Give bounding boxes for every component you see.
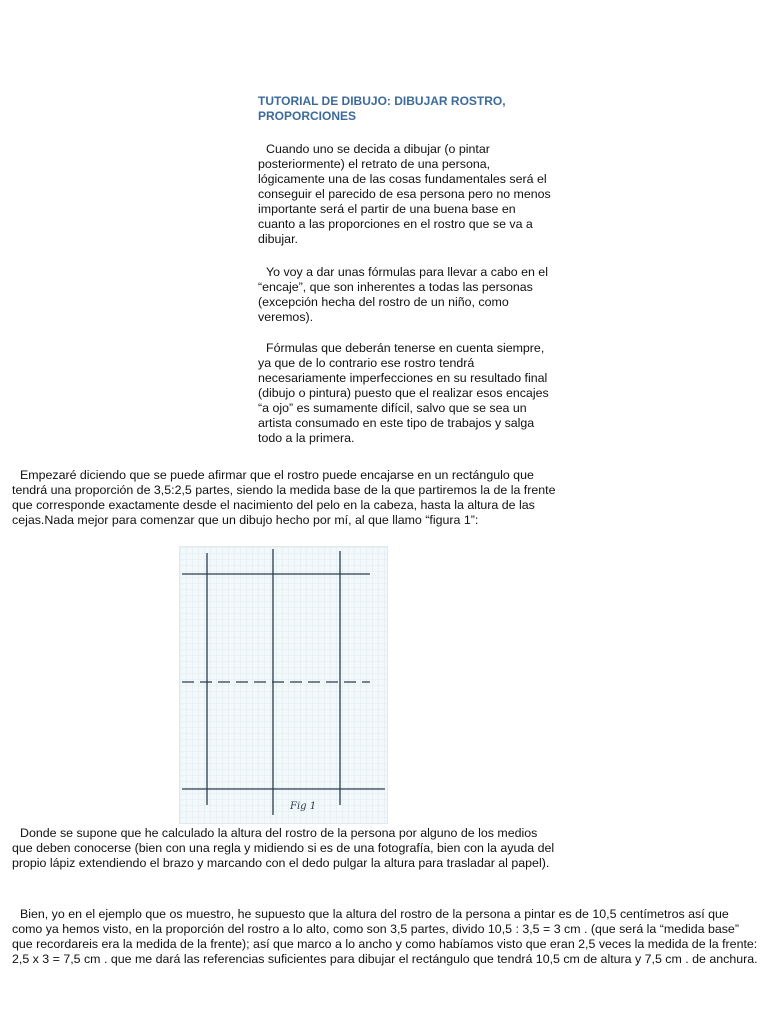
figure-1-image	[179, 546, 388, 824]
paragraph-example: Bien, yo en el ejemplo que os muestro, he supuesto que la altura del rostro de la persona a pintar es de 10,5 centímetros así que como ya hemos visto, en la proporción del rostro a lo alto, como son 3,5 partes, divido 10,5 : 3,5 = 3 cm . (que será la “medida base” que recordareis era la medida de la frente); así que marco a lo ancho y como habíamos visto que eran 2,5 veces la medida de la frente: 2,5 x 3 = 7,5 cm . que me dará las referencias suficientes para dibujar el rectángulo que tendrá 10,5 cm de altura y 7,5 cm . de anchura.	[12, 907, 758, 966]
paragraph-rectangle: Empezaré diciendo que se puede afirmar que el rostro puede encajarse en un rectángulo que tendrá una proporción de 3,5:2,5 partes, siendo la medida base de la que partiremos la de la frente que corresponde exactamente desde el nacimiento del pelo en la cabeza, hasta la altura de las cejas.Nada mejor para comenzar que un dibujo hecho por mí, al que llamo “figura 1”:	[12, 468, 556, 527]
paragraph-height-calculation: Donde se supone que he calculado la altura del rostro de la persona por alguno de los medios que deben conocerse (bien con una regla y midiendo si es de una fotografía, bien con la ayuda del propio lápiz extendiendo el brazo y marcando con el dedo pulgar la altura para trasladar al papel).	[12, 826, 555, 870]
paragraph-formulas: Yo voy a dar unas fórmulas para llevar a cabo en el “encaje”, que son inherentes a todas las personas (excepción hecha del rostro de un niño, como veremos).	[258, 265, 548, 324]
figure-caption: Fig 1	[290, 801, 317, 812]
paragraph-formulas-cont: Fórmulas que deberán tenerse en cuenta siempre, ya que de lo contrario ese rostro tendrá necesariamente imperfecciones en su resultado final (dibujo o pintura) puesto que el realizar esos encajes “a ojo” es sumamente difícil, salvo que se sea un artista consumado en este tipo de trabajos y salga todo a la primera.	[258, 341, 549, 445]
paragraph-intro: Cuando uno se decida a dibujar (o pintar posteriormente) el retrato de una persona, lógicamente una de las cosas fundamentales será el conseguir el parecido de esa persona pero no menos importante será el partir de una buena base en cuanto a las proporciones en el rostro que se va a dibujar.	[258, 142, 551, 246]
page-title: TUTORIAL DE DIBUJO: DIBUJAR ROSTRO, PROPORCIONES	[258, 94, 506, 123]
figure-1-drawing	[180, 547, 387, 823]
